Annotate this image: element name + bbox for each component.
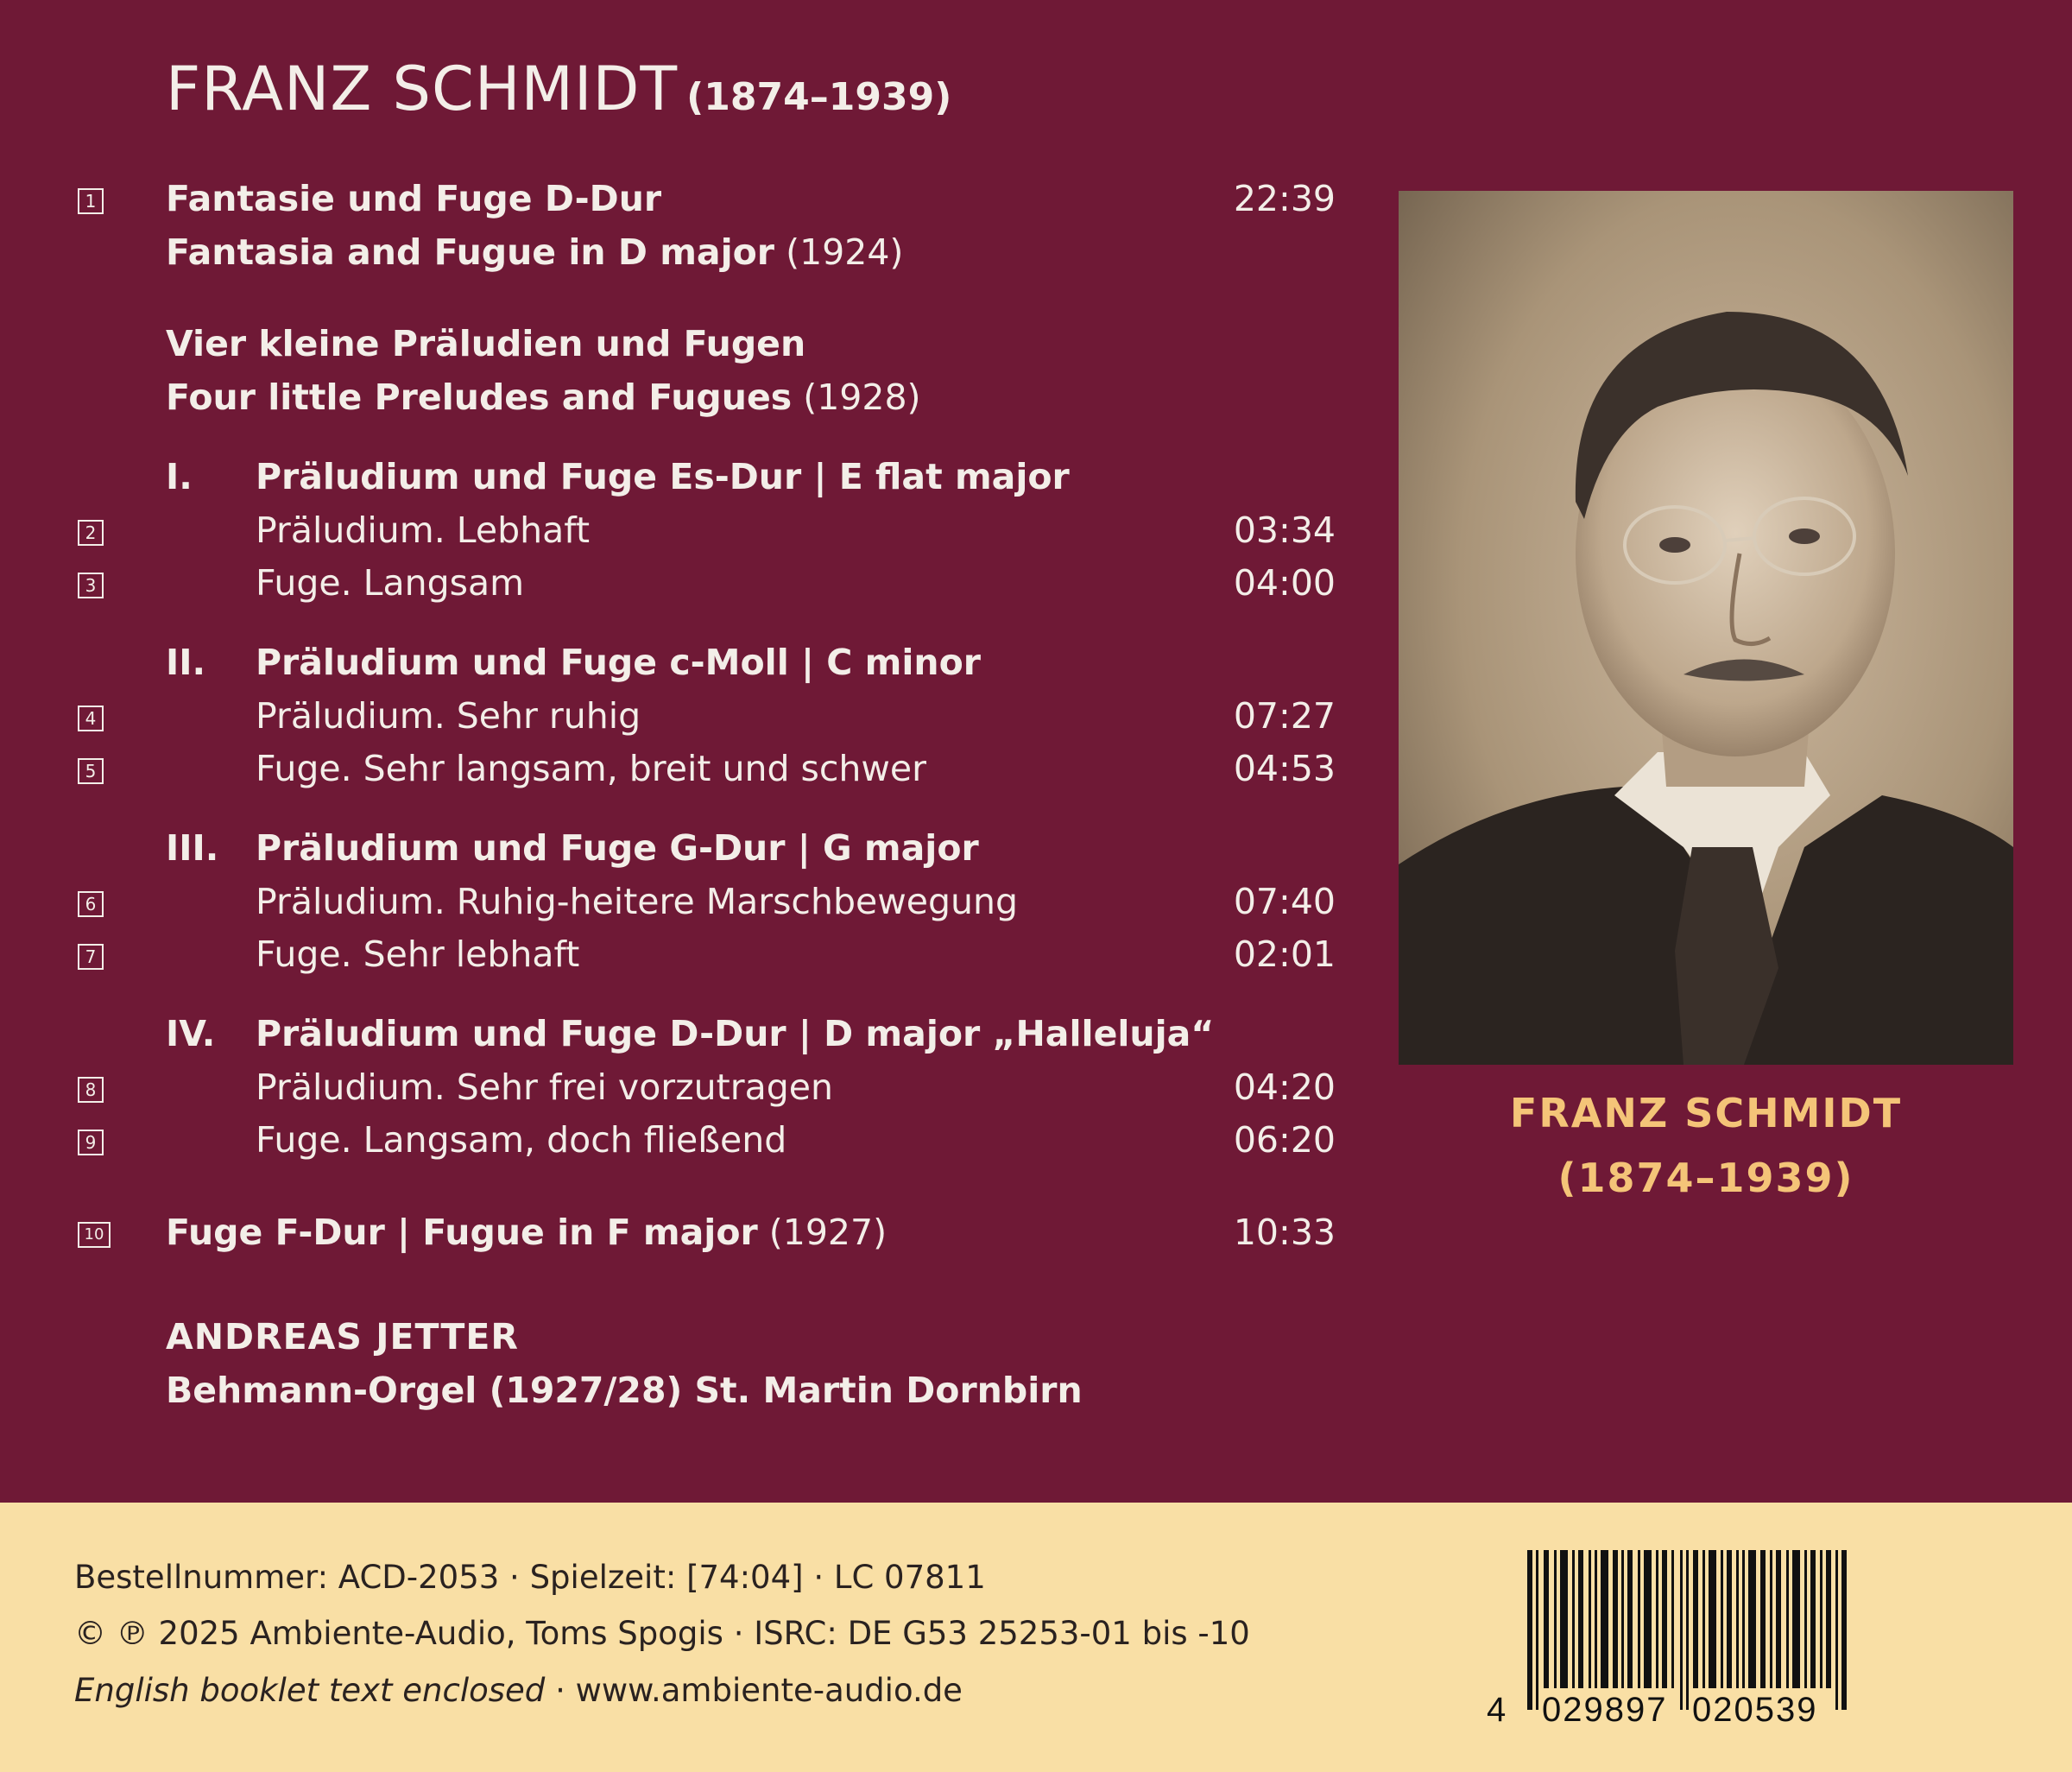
portrait-caption-years: (1874–1939) [1557, 1155, 1854, 1201]
track-number-box: 10 [78, 1222, 111, 1248]
copyright-info: © ℗ 2025 Ambiente-Audio, Toms Spogis · ISRC: DE G53 25253-01 bis -10 [74, 1615, 1250, 1652]
track-2 [0, 509, 1347, 561]
composer-heading [166, 54, 951, 124]
track-title: Präludium. Sehr ruhig [256, 695, 641, 737]
track-number-box: 7 [78, 944, 104, 970]
track-title: Präludium. Ruhig-heitere Marschbewegung [256, 881, 1018, 922]
group-title: Präludium und Fuge G-Dur | G major [256, 827, 979, 869]
composer-name: FRANZ SCHMIDT [166, 54, 679, 124]
composer-years: (1874–1939) [686, 75, 952, 119]
footer-info-area [0, 1503, 2072, 1772]
portrait-caption-name: FRANZ SCHMIDT [1509, 1090, 1903, 1136]
barcode-digit-first: 4 [1487, 1691, 1507, 1729]
track-number-box: 2 [78, 520, 104, 546]
track-number-box: 8 [78, 1077, 104, 1103]
movement-group-2 [0, 642, 1347, 693]
instrument-name: Behmann-Orgel (1927/28) St. Martin Dornbirn [166, 1370, 1083, 1411]
track-title: Fuge. Langsam, doch fließend [256, 1119, 787, 1161]
performer-row [0, 1316, 1347, 1368]
catalog-info: Bestellnummer: ACD-2053 · Spielzeit: [74:04] · LC 07811 [74, 1559, 986, 1596]
track-duration: 04:00 [1233, 562, 1336, 604]
group-numeral: II. [166, 642, 206, 683]
barcode-digits-left: 029897 [1542, 1691, 1668, 1729]
work-subtitle: Four little Preludes and Fugues (1928) [166, 377, 921, 418]
track-number-box: 1 [78, 188, 104, 214]
track-duration: 22:39 [1233, 178, 1336, 219]
track-duration: 04:20 [1233, 1066, 1336, 1108]
booklet-website-info: English booklet text enclosed · www.ambiente-audio.de [74, 1672, 963, 1709]
track-5 [0, 748, 1347, 800]
work-title: Vier kleine Präludien und Fugen [166, 323, 806, 364]
group-numeral: IV. [166, 1013, 216, 1054]
movement-group-3 [0, 827, 1347, 879]
track-7 [0, 933, 1347, 985]
track-4 [0, 695, 1347, 747]
group-title: Präludium und Fuge D-Dur | D major „Halleluja“ [256, 1013, 1215, 1054]
track-title: Fantasie und Fuge D-Dur [166, 178, 662, 219]
work-subtitle-row [0, 377, 1347, 428]
track-title: Präludium. Sehr frei vorzutragen [256, 1066, 833, 1108]
track-title: Fuge F-Dur | Fugue in F major (1927) [166, 1212, 888, 1253]
track-number-box: 6 [78, 891, 104, 917]
track-duration: 07:40 [1233, 881, 1336, 922]
track-title: Fuge. Sehr lebhaft [256, 933, 580, 975]
track-duration: 06:20 [1233, 1119, 1336, 1161]
group-numeral: I. [166, 456, 193, 497]
track-10 [0, 1212, 1347, 1263]
track-duration: 04:53 [1233, 748, 1336, 789]
track-9 [0, 1119, 1347, 1171]
group-title: Präludium und Fuge c-Moll | C minor [256, 642, 981, 683]
track-number-box: 5 [78, 758, 104, 784]
track-title: Präludium. Lebhaft [256, 509, 591, 551]
group-title: Präludium und Fuge Es-Dur | E flat major [256, 456, 1070, 497]
track-title: Fuge. Langsam [256, 562, 525, 604]
track-number-box: 3 [78, 573, 104, 598]
portrait-photo [1399, 191, 2013, 1065]
movement-group-1 [0, 456, 1347, 508]
track-duration: 03:34 [1233, 509, 1336, 551]
track-subtitle: Fantasia and Fugue in D major (1924) [166, 231, 904, 273]
track-8 [0, 1066, 1347, 1118]
track-title: Fuge. Sehr langsam, breit und schwer [256, 748, 927, 789]
track-number-box: 4 [78, 706, 104, 731]
performer-name: ANDREAS JETTER [166, 1316, 519, 1357]
track-duration: 10:33 [1233, 1212, 1336, 1253]
track-6 [0, 881, 1347, 933]
movement-group-4 [0, 1013, 1347, 1065]
track-1 [0, 178, 1347, 230]
track-3 [0, 562, 1347, 614]
track-1-subtitle-row [0, 231, 1347, 283]
barcode-digits-right: 020539 [1692, 1691, 1818, 1729]
track-number-box: 9 [78, 1130, 104, 1155]
group-numeral: III. [166, 827, 219, 869]
track-duration: 02:01 [1233, 933, 1336, 975]
track-duration: 07:27 [1233, 695, 1336, 737]
work-heading [0, 323, 1347, 375]
instrument-row [0, 1370, 1347, 1421]
